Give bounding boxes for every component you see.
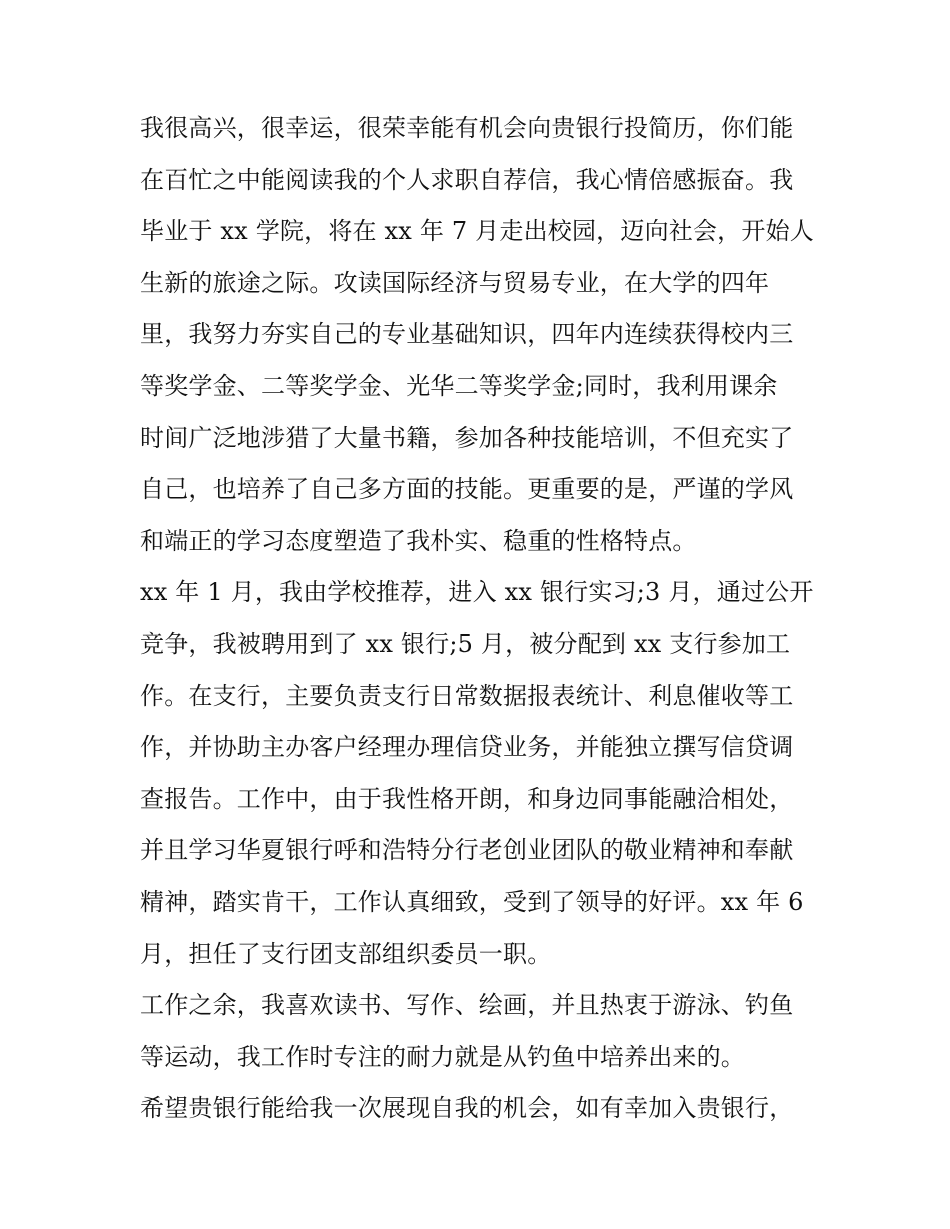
text-line: 并且学习华夏银行呼和浩特分行老创业团队的敬业精神和奉献	[140, 836, 794, 865]
text-line: 毕业于 xx 学院，将在 xx 年 7 月走出校园，迈向社会，开始人	[140, 217, 814, 246]
text-line: 里，我努力夯实自己的专业基础知识，四年内连续获得校内三	[140, 320, 794, 349]
text-line: 在百忙之中能阅读我的个人求职自荐信，我心情倍感振奋。我	[140, 165, 794, 194]
text-line: xx 年 1 月，我由学校推荐，进入 xx 银行实习;3 月，通过公开	[140, 578, 814, 607]
text-line: 精神，踏实肯干，工作认真细致，受到了领导的好评。xx 年 6	[140, 887, 804, 916]
text-line: 月，担任了支行团支部组织委员一职。	[140, 939, 552, 968]
text-line: 生新的旅途之际。攻读国际经济与贸易专业，在大学的四年	[140, 268, 770, 297]
text-line: 等运动，我工作时专注的耐力就是从钓鱼中培养出来的。	[140, 1042, 745, 1071]
text-line: 工作之余，我喜欢读书、写作、绘画，并且热衷于游泳、钓鱼	[140, 991, 794, 1020]
text-line: 我很高兴，很幸运，很荣幸能有机会向贵银行投简历，你们能	[140, 114, 794, 142]
text-line: 查报告。工作中，由于我性格开朗，和身边同事能融洽相处，	[140, 784, 794, 813]
text-line: 时间广泛地涉猎了大量书籍，参加各种技能培训，不但充实了	[140, 423, 794, 452]
text-line: 希望贵银行能给我一次展现自我的机会，如有幸加入贵银行，	[140, 1094, 794, 1123]
text-line: 等奖学金、二等奖学金、光华二等奖学金;同时，我利用课余	[140, 371, 778, 400]
text-line: 作。在支行，主要负责支行日常数据报表统计、利息催收等工	[140, 681, 794, 710]
text-line: 和端正的学习态度塑造了我朴实、稳重的性格特点。	[140, 526, 697, 555]
text-line: 竞争，我被聘用到了 xx 银行;5 月，被分配到 xx 支行参加工	[140, 629, 791, 658]
text-line: 作，并协助主办客户经理办理信贷业务，并能独立撰写信贷调	[140, 733, 794, 762]
text-line: 自己，也培养了自己多方面的技能。更重要的是，严谨的学风	[140, 475, 794, 504]
cover-letter-body	[140, 103, 840, 1135]
